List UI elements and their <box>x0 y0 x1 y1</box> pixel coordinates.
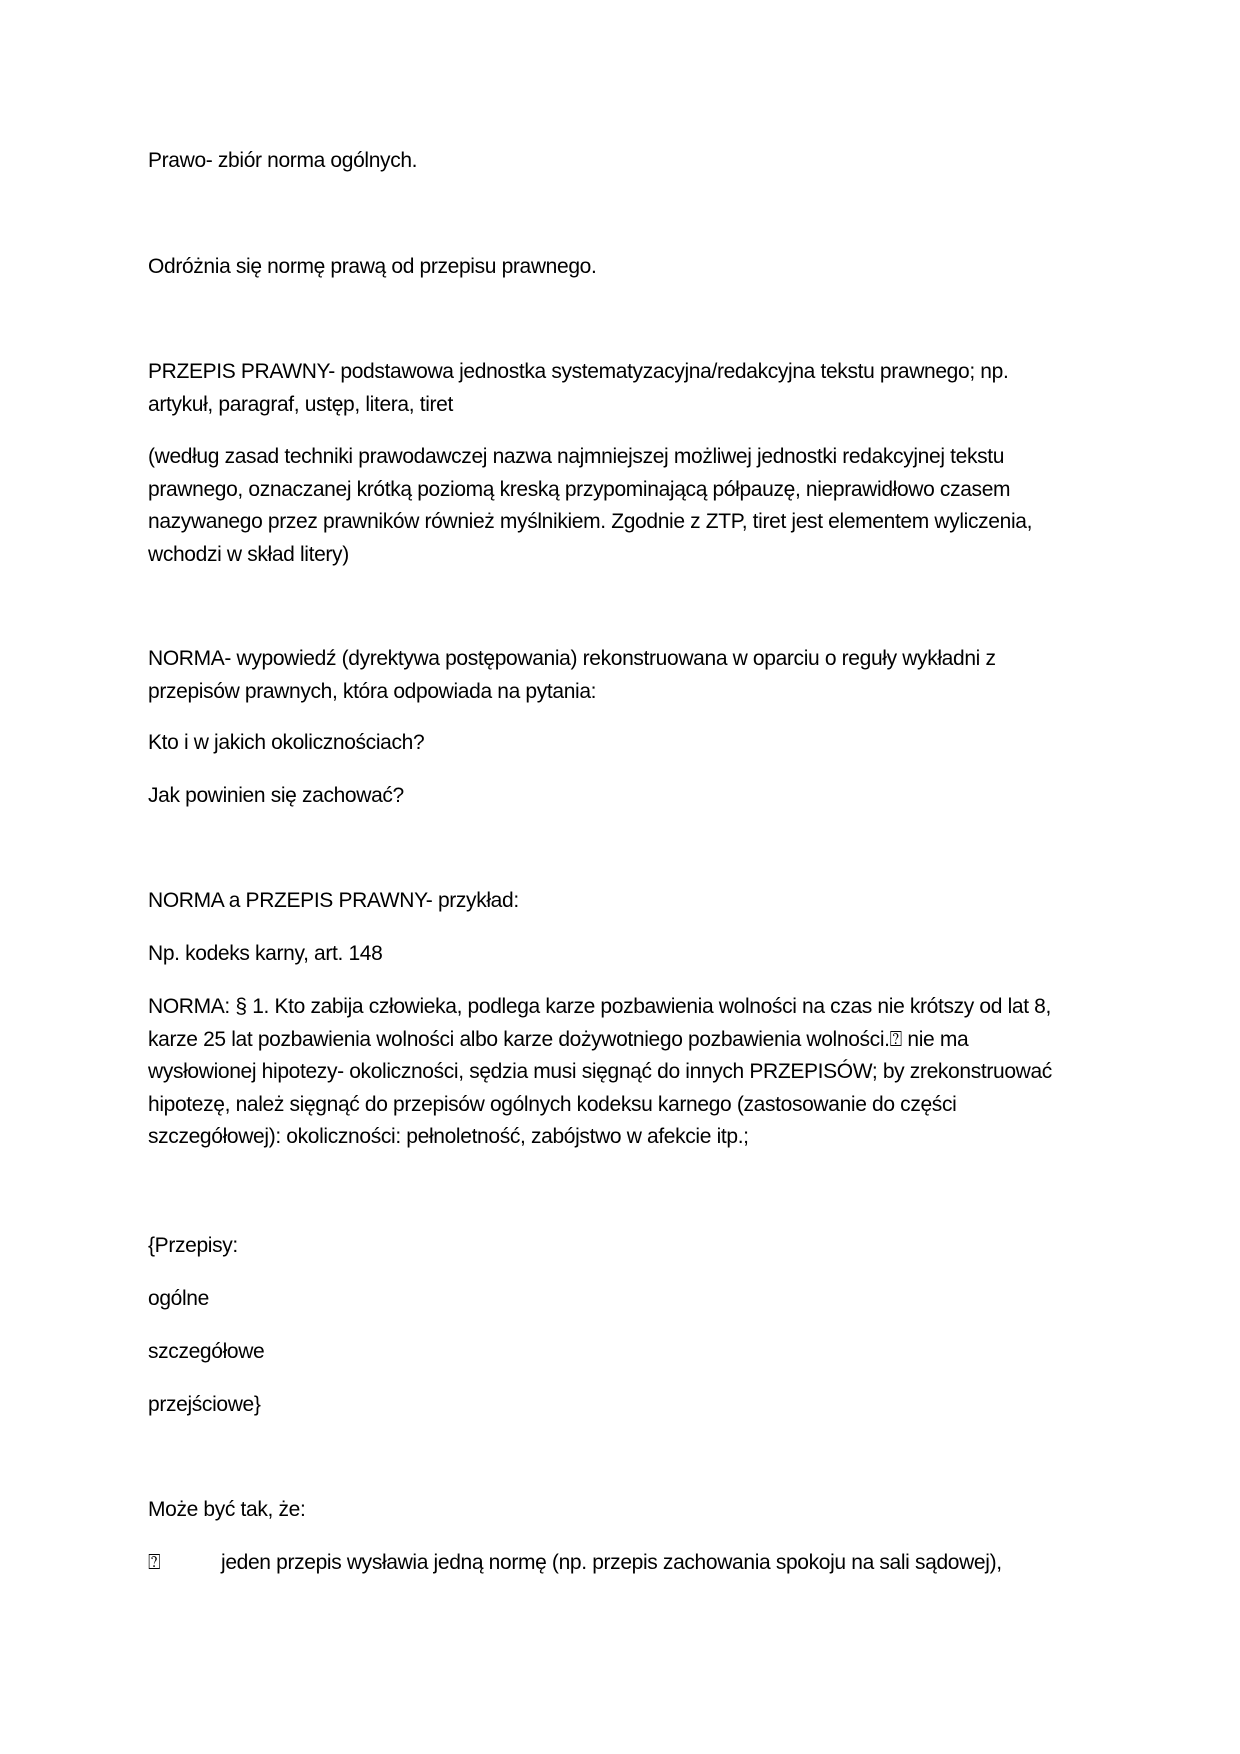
text-line: Np. kodeks karny, art. 148 <box>148 942 383 965</box>
paragraph-example-heading <box>148 885 1078 918</box>
paragraph-kodeks-reference <box>148 938 1078 971</box>
text-line: NORMA: § 1. Kto zabija człowieka, podlega karze pozbawienia wolności na czas nie krótszy od lat 8, <box>148 995 1052 1018</box>
text-line: wchodzi w skład litery) <box>148 542 349 566</box>
paragraph-przepisy-przejsciowe <box>148 1389 1078 1422</box>
text-line: ogólne <box>148 1287 209 1310</box>
text-line: hipotezę, należ sięgnąć do przepisów ogólnych kodeksu karnego (zastosowanie do części <box>148 1092 957 1116</box>
text-line: Odróżnia się normę prawą od przepisu prawnego. <box>148 255 597 278</box>
text-line: Prawo- zbiór norma ogólnych. <box>148 149 418 172</box>
text-line: karze 25 lat pozbawienia wolności albo karze dożywotniego pozbawienia wolności.⍰ nie ma <box>148 1027 969 1051</box>
paragraph-przepis-prawny-definition <box>148 356 1078 421</box>
text-line: przepisów prawnych, która odpowiada na pytania: <box>148 679 597 703</box>
text-line: przejściowe} <box>148 1393 261 1416</box>
text-line: nazywanego przez prawników również myślnikiem. Zgodnie z ZTP, tiret jest elementem wyliczenia, <box>148 510 1033 533</box>
text-line: (według zasad techniki prawodawczej nazwa najmniejszej możliwej jednostki redakcyjnej tekstu <box>148 445 1005 468</box>
bullet-text: jeden przepis wysławia jedną normę (np. przepis zachowania spokoju na sali sądowej), <box>221 1551 1002 1574</box>
text-line: Może być tak, że: <box>148 1498 306 1521</box>
paragraph-przepisy-ogolne <box>148 1283 1078 1316</box>
paragraph-norma-vs-przepis <box>148 251 1078 284</box>
text-line: {Przepisy: <box>148 1234 238 1257</box>
text-line: szczegółowej): okoliczności: pełnoletność, zabójstwo w afekcie itp.; <box>148 1125 749 1148</box>
text-line: Kto i w jakich okolicznościach? <box>148 731 425 754</box>
paragraph-norma-example <box>148 991 1078 1154</box>
text-line: prawnego, oznaczanej krótką poziomą kreską przypominającą półpauzę, nieprawidłowo czasem <box>148 477 1011 501</box>
text-line: artykuł, paragraf, ustęp, litera, tiret <box>148 392 453 416</box>
paragraph-przepisy-szczegolowe <box>148 1336 1078 1369</box>
text-line: PRZEPIS PRAWNY- podstawowa jednostka systematyzacyjna/redakcyjna tekstu prawnego; np. <box>148 360 1009 383</box>
paragraph-question-how <box>148 780 1078 813</box>
text-line: NORMA a PRZEPIS PRAWNY- przykład: <box>148 889 519 912</box>
paragraph-moze-byc <box>148 1494 1078 1527</box>
text-line: szczegółowe <box>148 1340 265 1363</box>
paragraph-question-who <box>148 727 1078 760</box>
paragraph-przepisy-list-open <box>148 1230 1078 1263</box>
paragraph-norma-definition <box>148 643 1078 708</box>
paragraph-tiret-explanation <box>148 441 1078 571</box>
text-line: NORMA- wypowiedź (dyrektywa postępowania) rekonstruowana w oparciu o reguły wykładni z <box>148 647 996 670</box>
bullet-placeholder-icon: ⍰ <box>148 1551 161 1574</box>
text-line: Jak powinien się zachować? <box>148 784 404 807</box>
text-line: wysłowionej hipotezy- okoliczności, sędzia musi sięgnąć do innych PRZEPISÓW; by zrekonstruować <box>148 1060 1052 1083</box>
paragraph-prawo-definition <box>148 145 1078 178</box>
